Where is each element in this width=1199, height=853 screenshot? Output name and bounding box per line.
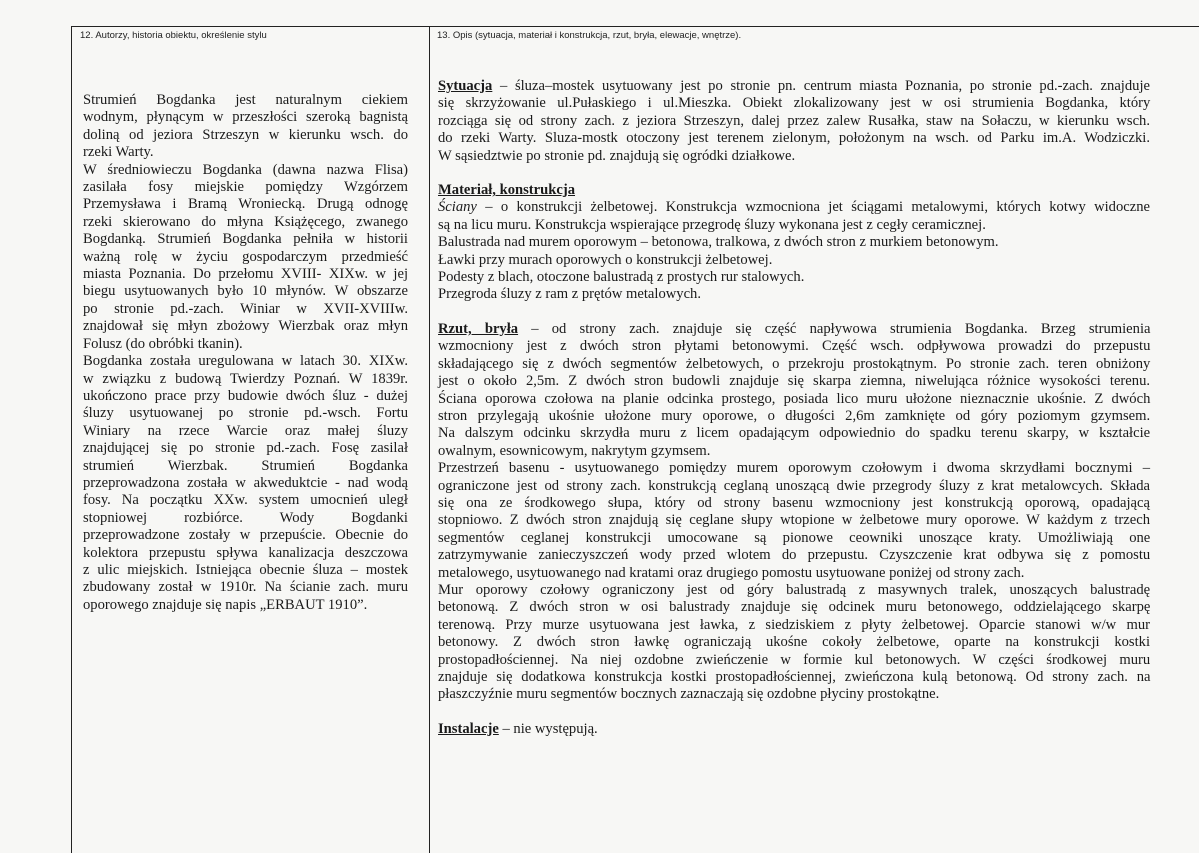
- history-line: Folusz (do obróbki tkanin).: [83, 335, 243, 352]
- description-line: Mur oporowy czołowy ograniczony jest od góry balustradą z masywnych tralek, unoszących balustradę: [438, 581, 1151, 598]
- history-line: znajdującej się po stronie pd.-zach. Fosę zasilał: [83, 440, 408, 457]
- description-line: segmentów ceglanej konstrukcji umocowane są pionowe ceowniki unoszące kraty. Umożliwiają one: [438, 529, 1151, 546]
- history-line: Bogdanka została uregulowana w latach 30. XIXw.: [83, 353, 408, 370]
- description-line: znajduje się dodatkowa konstrukcja kostki prostopadłościennej, zwieńczona kulą betonową. Od strony zach. na: [438, 669, 1151, 685]
- description-line: Przestrzeń basenu - usytuowanego pomiędzy murem oporowym czołowym i dwoma skrzydłami bocznymi –: [438, 460, 1150, 477]
- description-line: zatrzymywanie zanieczyszczeń wody przed wlotem do przepustu. Czyszczenie krat odbywa się z pomostu: [438, 547, 1151, 564]
- history-line: Przemysława i Bramą Wroniecką. Drugą odnogę: [83, 196, 408, 213]
- description-line: stopniowo. Z dwóch stron znajdują się ceglane słupy wtopione w żelbetowe mury oporowe. W każdym z trzech: [438, 512, 1150, 529]
- history-line: zasilała fosy miejskie pomiędzy Wzgórzem: [83, 179, 408, 196]
- description-line: stron przylegają ukośnie ułożone mury oporowe, o długości 2,6m zamknięte od góry poziomym gzymsem.: [438, 407, 1151, 424]
- description-line: Rzut, bryła – od strony zach. znajduje się część napływowa strumienia Bogdanka. Brzeg strumienia: [438, 320, 1151, 337]
- history-line: wodnym, płynącym w przeszłości szeroką bagnistą: [83, 109, 408, 126]
- history-line: śluzy usytuowanej po stronie pd.-wsch. Fortu: [83, 405, 408, 422]
- description-line: Ławki przy murach oporowych o konstrukcji żelbetowej.: [438, 251, 773, 268]
- history-line: przeprowadzona została w akweduktcie - nad wodą: [83, 474, 408, 491]
- description-line: są na licu muru. Konstrukcja wspierające przegrodę śluzy wykonana jest z cegły ceramicznej.: [438, 216, 986, 233]
- description-line: terenową. Przy murze usytuowana jest ławka, z siedziskiem z płyty żelbetowej. Oparcie stanowi w/w mur: [438, 616, 1150, 633]
- section-heading-instalacje: Instalacje: [438, 720, 499, 737]
- history-line: doliną od jeziora Strzeszyn w kierunku wsch. do: [83, 126, 408, 143]
- right-column-header: 13. Opis (sytuacja, materiał i konstrukcja, rzut, bryła, elewacje, wnętrze).: [437, 30, 742, 41]
- left-column-header: 12. Autorzy, historia obiektu, określenie stylu: [80, 30, 267, 41]
- history-line: w związku z budową Twierdzy Poznań. W 1839r.: [83, 370, 408, 387]
- history-text: [83, 92, 408, 614]
- description-line: Przegroda śluzy z ram z prętów metalowych.: [438, 286, 701, 303]
- description-line: betonowy. Z dwóch stron ławkę ograniczają ukośne cokoły żelbetowe, oparte na konstrukcji kostki: [438, 634, 1150, 651]
- history-line: zbudowany został w 1910r. Na ścianie zach. muru: [83, 579, 408, 596]
- history-line: ważną rolę w życiu gospodarczym przedmieść: [83, 248, 408, 265]
- description-line: się skrzyżowanie ul.Pułaskiego i ul.Mieszka. Obiekt zlokalizowany jest w osi strumienia Bogdanka, który: [438, 95, 1151, 112]
- history-line: Strumień Bogdanka jest naturalnym ciekiem: [83, 92, 408, 108]
- history-line: W średniowieczu Bogdanka (dawna nazwa Flisa): [83, 161, 408, 178]
- column-divider: [429, 26, 430, 853]
- description-line: metalowego, usytuowanego nad kratami oraz drugiego pomostu usytuowane poniżej od strony zach.: [438, 564, 1025, 581]
- description-line: ograniczone jest od strony zach. konstrukcją ceglaną unoszącą dwie przegrody śluzy z krat metalowcych. Składa: [438, 477, 1150, 494]
- history-line: miasta Poznania. Do przełomu XVIII- XIXw. w jej: [83, 266, 408, 283]
- history-line: rzeki skierowano do młyna Książęcego, zwanego: [83, 213, 408, 230]
- description-line: do rzeki Warty. Sluza-mostk otoczony jest terenem zielonym, położonym na wsch. od Parku im.A. Wodziczki.: [438, 130, 1150, 147]
- history-line: oporowego znajduje się napis „ERBAUT 1910”.: [83, 596, 368, 613]
- description-line: Sytuacja – śluza–mostek usytuowany jest po stronie pn. centrum miasta Poznania, po stronie pd.-zach. znajduje: [438, 78, 1150, 94]
- history-line: rzeki Warty.: [83, 144, 154, 161]
- history-line: biegu usytuowanych było 10 młynów. W obszarze: [83, 283, 408, 300]
- description-line: rozciąga się od strony zach. z jeziora Strzeszyn, dalej przez zalew Rusałka, staw na Sołaczu, w kierunku wsch.: [438, 112, 1150, 129]
- history-line: Winiary na rzece Warcie oraz małej śluzy: [83, 422, 408, 439]
- history-line: kolektora przepustu spływa kanalizacja deszczowa: [83, 544, 408, 561]
- history-line: po stronie pd.-zach. Winiar w XVII-XVIIIw.: [83, 300, 408, 317]
- description-line: się ona ze środkowego słupa, który od strony basenu wzmocniony jest konstrukcją oporową, opadającą: [438, 494, 1150, 511]
- section-heading-material: Materiał, konstrukcja: [438, 182, 576, 199]
- history-line: strumień Wierzbak. Strumień Bogdanka: [83, 457, 408, 474]
- section-heading-sytuacja: Sytuacja: [438, 78, 493, 94]
- description-line: płaszczyźnie muru segmentów bocznych zaznaczają się ozdobne płyciny prostokątne.: [438, 686, 940, 703]
- history-line: Bogdanką. Strumień Bogdanka pełniła w historii: [83, 231, 408, 248]
- section-heading-rzut: Rzut, bryła: [438, 320, 519, 337]
- description-line: składającego się z dwóch segmentów żelbetowych, o przekroju prostokątnym. Po stronie zach. teren obniżony: [438, 355, 1151, 372]
- description-line: Ściany – o konstrukcji żelbetowej. Konstrukcja wzmocniona jet ściągami metalowymi, których kotwy widoczne: [438, 199, 1150, 216]
- description-line: betonową. Z dwóch stron w osi balustrady znajduje się odcinek muru betonowego, oddzielającego skarpę: [438, 599, 1151, 616]
- description-line: Instalacje – nie występują.: [438, 720, 598, 737]
- history-line: znajdował się młyn zbożowy Wierzbak oraz młyn: [83, 318, 408, 335]
- description-line: prostopadłościennej. Na niej ozdobne zwieńczenie w formie kul betonowych. W części środkowej muru: [438, 651, 1151, 668]
- description-line: jest o około 2,5m. Z dwóch stron budowli znajduje się skarpa ziemna, niwelująca różnice wysokości terenu.: [438, 373, 1151, 390]
- description-line: wzmocniony jest z dwóch stron płytami betonowymi. Część wsch. odpływowa prowadzi do przepustu: [438, 338, 1151, 355]
- history-line: fosy. Na początku XXw. system umocnień uległ: [83, 492, 408, 509]
- description-line: Podesty z blach, otoczone balustradą z prostych rur stalowych.: [438, 269, 805, 286]
- description-text: [438, 78, 1150, 738]
- description-line: Ściana oporowa czołowa na planie odcinka prostego, posiada lico muru ułożone nieznacznie ukośnie. Z dwóch: [438, 390, 1151, 407]
- description-line: owalnym, esownicowym, nakrytym gzymsem.: [438, 442, 711, 459]
- description-line: Na dalszym odcinku skrzydła muru z licem opadającym odpowiednio do spadku terenu skarpy, w kształcie: [438, 425, 1151, 442]
- history-line: stopniowej rozbiórce. Wody Bogdanki: [83, 509, 408, 526]
- history-line: z ulic miejskich. Istniejąca obecnie śluza – mostek: [83, 561, 408, 578]
- description-line: W sąsiedztwie po stronie pd. znajdują się ogródki działkowe.: [438, 147, 796, 164]
- history-line: ukończono prace przy budowie dwóch śluz - dużej: [83, 387, 408, 404]
- history-line: przeprowadzone zostały w przepuście. Obecnie do: [83, 527, 408, 544]
- description-line: Balustrada nad murem oporowym – betonowa, tralkowa, z dwóch stron z murkiem betonowym.: [438, 234, 999, 251]
